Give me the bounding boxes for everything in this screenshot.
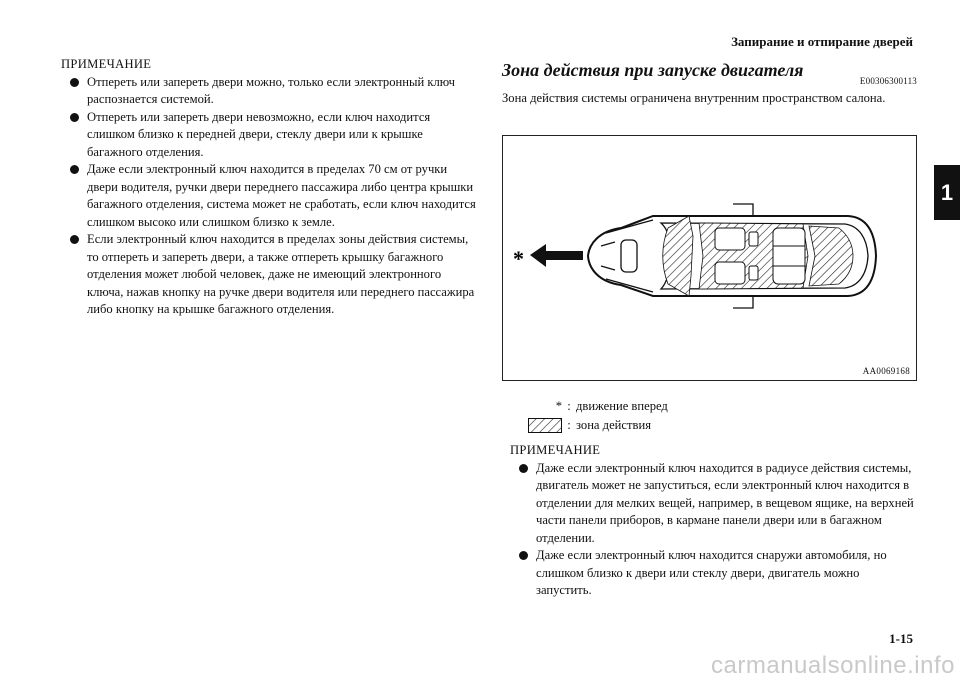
chapter-tab [934,165,960,220]
section-intro: Зона действия системы ограничена внутренним пространством салона. [502,91,886,105]
note-list [61,74,479,319]
legend-text: зона действия [576,417,651,432]
figure-legend [520,398,880,436]
left-note [61,56,479,319]
note-list [510,460,918,600]
legend-asterisk: * [555,398,562,413]
note-item: Даже если электронный ключ находится в радиусе действия системы, двигатель может не запуститься, если электронный ключ находится в отделении для мелких вещей, например, в вещевом ящике, на верхней части панели приборов, в кармане панели двери или в багажном отделении. [510,460,918,548]
legend-text: движение вперед [576,398,668,413]
hatch-swatch-icon [528,418,562,433]
legend-separator: : [567,398,571,413]
note-title: ПРИМЕЧАНИЕ [510,443,601,457]
section-code: E00306300113 [859,76,917,86]
note-title: ПРИМЕЧАНИЕ [61,57,152,71]
note-item: Если электронный ключ находится в пределах зоны действия системы, то отпереть и запереть двери, а также отпереть крышку багажного отделения может любой человек, даже не имеющий электронного ключа, нажав кнопку на ручке двери водителя или переднего пассажира либо кнопку на крышке багажного отделения. [61,231,479,319]
note-item: Отпереть или запереть двери невозможно, если ключ находится слишком близко к передней двери, стеклу двери или к крышке багажного отделения. [61,109,479,162]
chapter-number: 1 [940,179,954,205]
note-item: Даже если электронный ключ находится снаружи автомобиля, но слишком близко к двери или стеклу двери, двигатель можно запустить. [510,547,918,600]
page-number: 1-15 [889,631,913,646]
forward-marker: * [513,246,524,271]
note-item: Даже если электронный ключ находится в пределах 70 см от ручки двери водителя, ручки двери переднего пассажира либо центра крышки багажного отделения, система может не сработать, если ключ находится слишком высоко или слишком близко к земле. [61,161,479,231]
legend-row-zone [520,417,880,434]
figure-code: AA0069168 [862,366,910,376]
right-note [510,442,918,600]
forward-arrow-icon [530,244,583,267]
section-heading [502,60,917,86]
legend-row-forward [520,398,880,415]
watermark: carmanualsonline.info [711,652,955,679]
legend-separator: : [567,417,571,432]
page-header-title: Запирание и отпирание дверей [731,34,913,49]
section-title: Зона действия при запуске двигателя [502,60,804,80]
car-topview-illustration [503,136,916,380]
car-zone-figure [502,135,917,381]
note-item: Отпереть или запереть двери можно, только если электронный ключ распознается системой. [61,74,479,109]
activation-zone-hatch [663,216,853,296]
